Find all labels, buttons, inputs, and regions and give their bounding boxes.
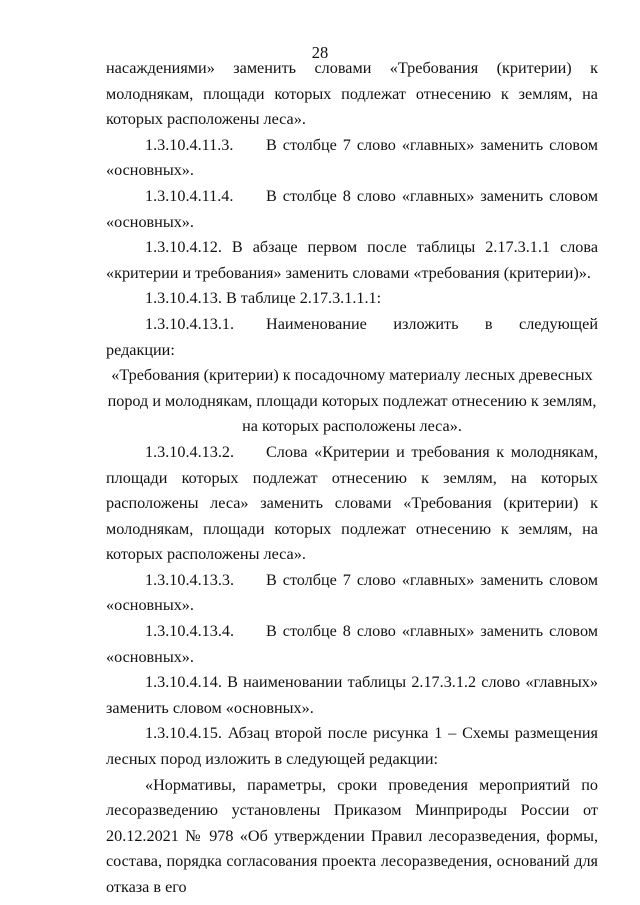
- paragraph: [106, 619, 598, 670]
- paragraph: [106, 235, 598, 286]
- page-number: 28: [311, 43, 329, 62]
- paragraph-text: 1.3.10.4.14. В наименовании таблицы 2.17.3.1.2 слово «главных» заменить словом «основных».: [106, 673, 598, 717]
- paragraph-number: 1.3.10.4.13.4.: [145, 622, 235, 641]
- paragraph-text: В столбце 7 слово «главных» заменить словом «основных».: [106, 570, 598, 615]
- paragraph-text: Слова «Критерии и требования к молоднякам, площади которых подлежат отнесению к землям, на которых расположены леса» заменить словами «Требования (критерии) к молоднякам, площади которых подлежат отнесению к землям, на которых расположены леса».: [106, 442, 598, 564]
- document-body: [106, 56, 598, 901]
- paragraph: [106, 133, 598, 184]
- paragraph-text: В столбце 8 слово «главных» заменить словом «основных».: [106, 186, 598, 231]
- paragraph-text: насаждениями» заменить словами «Требования (критерии) к молоднякам, площади которых подлежат отнесению к землям, на которых расположены леса».: [106, 59, 598, 129]
- paragraph-text: В столбце 7 слово «главных» заменить словом «основных».: [106, 135, 598, 180]
- paragraph: [106, 670, 598, 721]
- paragraph: [106, 773, 598, 901]
- paragraph-text: 1.3.10.4.12. В абзаце первом после таблицы 2.17.3.1.1 слова «критерии и требования» заменить словами «требования (критерии)».: [106, 238, 598, 282]
- paragraph: [106, 56, 598, 133]
- paragraph: [106, 721, 598, 772]
- paragraph: [106, 184, 598, 235]
- paragraph-number: 1.3.10.4.11.4.: [145, 186, 234, 205]
- paragraph-number: 1.3.10.4.11.3.: [145, 135, 234, 154]
- paragraph-number: 1.3.10.4.13.2.: [145, 442, 235, 461]
- paragraph: [106, 568, 598, 619]
- paragraph-text: «Нормативы, параметры, сроки проведения мероприятий по лесоразведению установлены Приказом Минприроды России от 20.12.2021 № 978 «Об утверждении Правил лесоразведения, формы, состава, порядка согласования проекта лесоразведения, оснований для отказа в его: [106, 775, 598, 896]
- paragraph: [106, 312, 598, 363]
- paragraph-number: 1.3.10.4.13.1.: [145, 314, 235, 333]
- paragraph-text: В столбце 8 слово «главных» заменить словом «основных».: [106, 622, 598, 666]
- paragraph-text: «Требования (критерии) к посадочному материалу лесных древесных пород и молоднякам, площади которых подлежат отнесению к землям, на которых расположены леса».: [107, 366, 597, 436]
- paragraph-number: 1.3.10.4.13.3.: [145, 570, 235, 589]
- paragraph: [106, 440, 598, 568]
- paragraph-text: 1.3.10.4.13. В таблице 2.17.3.1.1.1:: [145, 289, 382, 308]
- paragraph: [106, 286, 598, 312]
- paragraph-text: Наименование изложить в следующей редакции:: [106, 314, 598, 359]
- paragraph: [106, 363, 598, 440]
- paragraph-text: 1.3.10.4.15. Абзац второй после рисунка 1 – Схемы размещения лесных пород изложить в следующей редакции:: [106, 724, 598, 769]
